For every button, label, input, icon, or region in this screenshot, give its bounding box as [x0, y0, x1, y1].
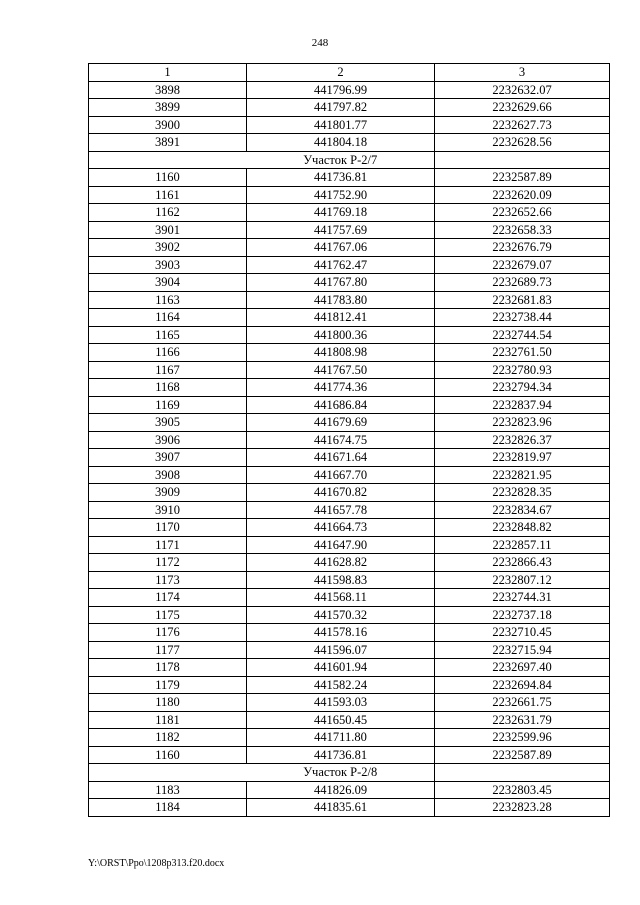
x-coordinate-cell: 441812.41 [247, 309, 435, 327]
table-row [89, 431, 610, 449]
point-number-cell: 3907 [89, 449, 247, 467]
table-row [89, 659, 610, 677]
point-number-cell: 1161 [89, 186, 247, 204]
x-coordinate-cell: 441628.82 [247, 554, 435, 572]
x-coordinate-cell: 441808.98 [247, 344, 435, 362]
y-coordinate-cell: 2232631.79 [435, 711, 610, 729]
y-coordinate-cell: 2232599.96 [435, 729, 610, 747]
x-coordinate-cell: 441797.82 [247, 99, 435, 117]
table-row [89, 571, 610, 589]
table-row [89, 746, 610, 764]
table-row [89, 466, 610, 484]
x-coordinate-cell: 441647.90 [247, 536, 435, 554]
point-number-cell: 3901 [89, 221, 247, 239]
x-coordinate-cell: 441650.45 [247, 711, 435, 729]
point-number-cell: 1184 [89, 799, 247, 817]
x-coordinate-cell: 441578.16 [247, 624, 435, 642]
point-number-cell: 3891 [89, 134, 247, 152]
y-coordinate-cell: 2232689.73 [435, 274, 610, 292]
table-row [89, 501, 610, 519]
table-body [89, 81, 610, 816]
point-number-cell: 1183 [89, 781, 247, 799]
x-coordinate-cell: 441736.81 [247, 746, 435, 764]
point-number-cell: 1160 [89, 169, 247, 187]
y-coordinate-cell: 2232834.67 [435, 501, 610, 519]
y-coordinate-cell: 2232848.82 [435, 519, 610, 537]
point-number-cell: 1166 [89, 344, 247, 362]
y-coordinate-cell: 2232828.35 [435, 484, 610, 502]
table-row [89, 799, 610, 817]
table-row [89, 781, 610, 799]
table-header-row [89, 64, 610, 82]
y-coordinate-cell: 2232661.75 [435, 694, 610, 712]
table-row [89, 414, 610, 432]
point-number-cell: 3900 [89, 116, 247, 134]
y-coordinate-cell: 2232744.31 [435, 589, 610, 607]
table-row [89, 274, 610, 292]
point-number-cell: 1162 [89, 204, 247, 222]
x-coordinate-cell: 441568.11 [247, 589, 435, 607]
point-number-cell: 3910 [89, 501, 247, 519]
x-coordinate-cell: 441671.64 [247, 449, 435, 467]
point-number-cell: 1169 [89, 396, 247, 414]
table-row [89, 484, 610, 502]
x-coordinate-cell: 441826.09 [247, 781, 435, 799]
section-title: Участок Р-2/8 [247, 764, 435, 782]
point-number-cell: 3909 [89, 484, 247, 502]
y-coordinate-cell: 2232823.28 [435, 799, 610, 817]
point-number-cell: 1178 [89, 659, 247, 677]
point-number-cell: 1168 [89, 379, 247, 397]
y-coordinate-cell: 2232587.89 [435, 746, 610, 764]
y-coordinate-cell: 2232837.94 [435, 396, 610, 414]
y-coordinate-cell: 2232744.54 [435, 326, 610, 344]
table-row [89, 309, 610, 327]
point-number-cell: 1164 [89, 309, 247, 327]
point-number-cell: 1163 [89, 291, 247, 309]
table-row [89, 624, 610, 642]
x-coordinate-cell: 441801.77 [247, 116, 435, 134]
section-heading-row [89, 151, 610, 169]
table-row [89, 606, 610, 624]
x-coordinate-cell: 441767.06 [247, 239, 435, 257]
table-row [89, 344, 610, 362]
footer-file-path: Y:\ORST\Ppo\1208p313.f20.docx [88, 858, 225, 869]
x-coordinate-cell: 441835.61 [247, 799, 435, 817]
x-coordinate-cell: 441686.84 [247, 396, 435, 414]
y-coordinate-cell: 2232823.96 [435, 414, 610, 432]
x-coordinate-cell: 441757.69 [247, 221, 435, 239]
y-coordinate-cell: 2232794.34 [435, 379, 610, 397]
x-coordinate-cell: 441657.78 [247, 501, 435, 519]
point-number-cell: 1179 [89, 676, 247, 694]
column-header-1: 1 [89, 64, 247, 82]
section-blank-cell [89, 764, 247, 782]
point-number-cell: 3898 [89, 81, 247, 99]
table-row [89, 589, 610, 607]
x-coordinate-cell: 441670.82 [247, 484, 435, 502]
table-row [89, 81, 610, 99]
y-coordinate-cell: 2232627.73 [435, 116, 610, 134]
table-row [89, 729, 610, 747]
page-number: 248 [311, 37, 329, 49]
point-number-cell: 1165 [89, 326, 247, 344]
x-coordinate-cell: 441804.18 [247, 134, 435, 152]
x-coordinate-cell: 441667.70 [247, 466, 435, 484]
x-coordinate-cell: 441679.69 [247, 414, 435, 432]
y-coordinate-cell: 2232632.07 [435, 81, 610, 99]
x-coordinate-cell: 441769.18 [247, 204, 435, 222]
x-coordinate-cell: 441800.36 [247, 326, 435, 344]
x-coordinate-cell: 441582.24 [247, 676, 435, 694]
point-number-cell: 1160 [89, 746, 247, 764]
y-coordinate-cell: 2232676.79 [435, 239, 610, 257]
x-coordinate-cell: 441711.80 [247, 729, 435, 747]
y-coordinate-cell: 2232628.56 [435, 134, 610, 152]
y-coordinate-cell: 2232620.09 [435, 186, 610, 204]
y-coordinate-cell: 2232715.94 [435, 641, 610, 659]
section-blank-cell [435, 764, 610, 782]
x-coordinate-cell: 441674.75 [247, 431, 435, 449]
y-coordinate-cell: 2232629.66 [435, 99, 610, 117]
table-row [89, 291, 610, 309]
x-coordinate-cell: 441664.73 [247, 519, 435, 537]
table-row [89, 519, 610, 537]
table-row [89, 186, 610, 204]
point-number-cell: 1176 [89, 624, 247, 642]
y-coordinate-cell: 2232826.37 [435, 431, 610, 449]
x-coordinate-cell: 441774.36 [247, 379, 435, 397]
point-number-cell: 1171 [89, 536, 247, 554]
table-row [89, 204, 610, 222]
point-number-cell: 1182 [89, 729, 247, 747]
y-coordinate-cell: 2232652.66 [435, 204, 610, 222]
x-coordinate-cell: 441598.83 [247, 571, 435, 589]
table-row [89, 326, 610, 344]
y-coordinate-cell: 2232819.97 [435, 449, 610, 467]
y-coordinate-cell: 2232807.12 [435, 571, 610, 589]
point-number-cell: 1167 [89, 361, 247, 379]
point-number-cell: 3902 [89, 239, 247, 257]
y-coordinate-cell: 2232658.33 [435, 221, 610, 239]
x-coordinate-cell: 441593.03 [247, 694, 435, 712]
y-coordinate-cell: 2232780.93 [435, 361, 610, 379]
point-number-cell: 1181 [89, 711, 247, 729]
table-row [89, 99, 610, 117]
x-coordinate-cell: 441767.80 [247, 274, 435, 292]
y-coordinate-cell: 2232866.43 [435, 554, 610, 572]
point-number-cell: 1172 [89, 554, 247, 572]
table-row [89, 379, 610, 397]
x-coordinate-cell: 441783.80 [247, 291, 435, 309]
section-heading-row [89, 764, 610, 782]
y-coordinate-cell: 2232710.45 [435, 624, 610, 642]
y-coordinate-cell: 2232738.44 [435, 309, 610, 327]
coordinates-table [88, 63, 610, 817]
x-coordinate-cell: 441796.99 [247, 81, 435, 99]
y-coordinate-cell: 2232587.89 [435, 169, 610, 187]
y-coordinate-cell: 2232803.45 [435, 781, 610, 799]
point-number-cell: 3904 [89, 274, 247, 292]
table-row [89, 711, 610, 729]
y-coordinate-cell: 2232697.40 [435, 659, 610, 677]
y-coordinate-cell: 2232761.50 [435, 344, 610, 362]
y-coordinate-cell: 2232694.84 [435, 676, 610, 694]
point-number-cell: 3903 [89, 256, 247, 274]
table-row [89, 221, 610, 239]
section-blank-cell [89, 151, 247, 169]
table-row [89, 169, 610, 187]
section-title: Участок Р-2/7 [247, 151, 435, 169]
y-coordinate-cell: 2232681.83 [435, 291, 610, 309]
column-header-2: 2 [247, 64, 435, 82]
point-number-cell: 3906 [89, 431, 247, 449]
column-header-3: 3 [435, 64, 610, 82]
x-coordinate-cell: 441736.81 [247, 169, 435, 187]
x-coordinate-cell: 441601.94 [247, 659, 435, 677]
point-number-cell: 1170 [89, 519, 247, 537]
point-number-cell: 1180 [89, 694, 247, 712]
table-row [89, 361, 610, 379]
table-row [89, 694, 610, 712]
x-coordinate-cell: 441767.50 [247, 361, 435, 379]
point-number-cell: 1177 [89, 641, 247, 659]
point-number-cell: 1175 [89, 606, 247, 624]
point-number-cell: 3899 [89, 99, 247, 117]
table-row [89, 676, 610, 694]
section-blank-cell [435, 151, 610, 169]
table-row [89, 536, 610, 554]
table-row [89, 449, 610, 467]
x-coordinate-cell: 441762.47 [247, 256, 435, 274]
table-row [89, 239, 610, 257]
x-coordinate-cell: 441752.90 [247, 186, 435, 204]
x-coordinate-cell: 441596.07 [247, 641, 435, 659]
table-row [89, 396, 610, 414]
table-row [89, 641, 610, 659]
point-number-cell: 3905 [89, 414, 247, 432]
x-coordinate-cell: 441570.32 [247, 606, 435, 624]
y-coordinate-cell: 2232737.18 [435, 606, 610, 624]
table-row [89, 554, 610, 572]
point-number-cell: 3908 [89, 466, 247, 484]
point-number-cell: 1174 [89, 589, 247, 607]
table-row [89, 116, 610, 134]
y-coordinate-cell: 2232821.95 [435, 466, 610, 484]
table-row [89, 134, 610, 152]
y-coordinate-cell: 2232857.11 [435, 536, 610, 554]
y-coordinate-cell: 2232679.07 [435, 256, 610, 274]
table-row [89, 256, 610, 274]
point-number-cell: 1173 [89, 571, 247, 589]
